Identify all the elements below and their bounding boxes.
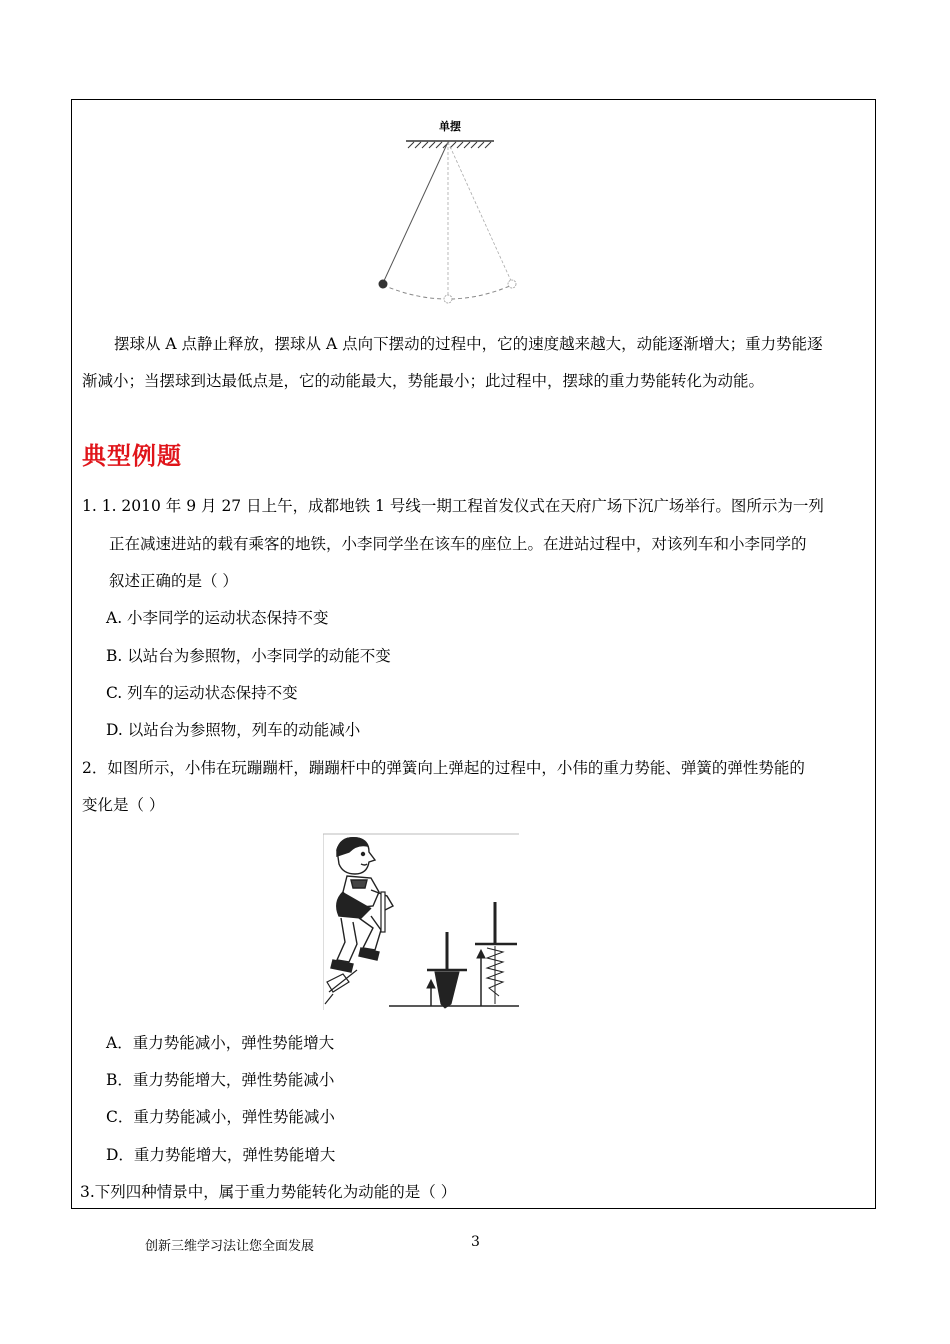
q3-line: 3.下列四种情景中，属于重力势能转化为动能的是（ ） (80, 1183, 457, 1201)
pendulum-diagram (370, 115, 530, 310)
q1-line: 1. 1. 2010 年 9 月 27 日上午，成都地铁 1 号线一期工程首发仪式在天府广场下沉广场举行。图所示为一列 (82, 497, 824, 515)
pogo-stick-illustration (323, 832, 523, 1012)
ghost-ball-right (508, 280, 516, 288)
q2-line: 2．如图所示，小伟在玩蹦蹦杆，蹦蹦杆中的弹簧向上弹起的过程中，小伟的重力势能、弹簧的弹性势能的 (82, 759, 805, 777)
ghost-ball-bottom (444, 295, 452, 303)
right-dashed-string (448, 142, 512, 283)
q2-line: 变化是（ ） (82, 796, 165, 814)
q2-option-c: C．重力势能减小，弹性势能减小 (106, 1108, 335, 1126)
pendulum-string (383, 142, 448, 283)
page-number: 3 (471, 1234, 480, 1250)
section-heading: 典型例题 (82, 442, 182, 470)
q2-option-a: A．重力势能减小，弹性势能增大 (106, 1034, 335, 1052)
footer-slogan: 创新三维学习法让您全面发展 (145, 1239, 315, 1254)
q1-option-c: C. 列车的运动状态保持不变 (106, 684, 298, 702)
q1-line: 叙述正确的是（ ） (109, 572, 238, 590)
q1-line: 正在减速进站的载有乘客的地铁，小李同学坐在该车的座位上。在进站过程中，对该列车和小李同学的 (109, 535, 807, 553)
q2-option-b: B．重力势能增大，弹性势能减小 (106, 1071, 335, 1089)
compressed-spring-diagram (427, 932, 467, 1008)
pendulum-title: 单摆 (439, 120, 461, 133)
ceiling-hatching (408, 142, 491, 148)
q1-option-d: D. 以站台为参照物，列车的动能减小 (106, 721, 361, 739)
q1-option-a: A. 小李同学的运动状态保持不变 (106, 609, 329, 627)
pendulum-ball (379, 280, 388, 289)
explanation-line: 渐减小；当摆球到达最低点是，它的动能最大，势能最小；此过程中，摆球的重力势能转化为动能。 (82, 372, 765, 390)
extended-spring-diagram (475, 902, 517, 1006)
q1-option-b: B. 以站台为参照物，小李同学的动能不变 (106, 647, 391, 665)
explanation-paragraph (82, 326, 872, 400)
explanation-line: 摆球从 A 点静止释放，摆球从 A 点向下摆动的过程中，它的速度越来越大，动能逐渐增大；重力势能逐 (114, 335, 823, 353)
q2-option-d: D．重力势能增大，弹性势能增大 (106, 1146, 336, 1164)
